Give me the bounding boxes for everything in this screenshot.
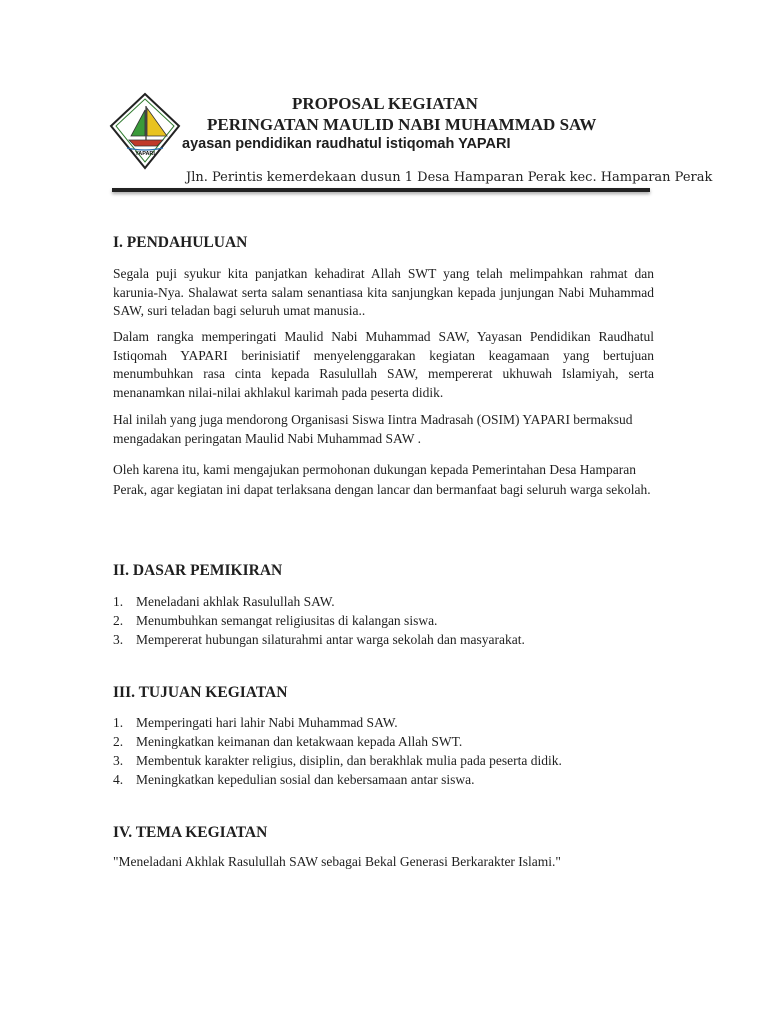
paragraph-3: Hal inilah yang juga mendorong Organisasi Siswa Iintra Madrasah (OSIM) YAPARI bermaksud mengadakan peringatan Maulid Nabi Muhammad SAW . (113, 412, 633, 446)
proposal-subtitle: PERINGATAN MAULID NABI MUHAMMAD SAW (207, 115, 597, 134)
list-item: 1. Meneladani akhlak Rasulullah SAW. (113, 594, 335, 609)
tujuan-list (113, 713, 562, 789)
section-title-tujuan: III. TUJUAN KEGIATAN (113, 684, 288, 701)
header-divider (112, 188, 650, 192)
paragraph-4: Oleh karena itu, kami mengajukan permohonan dukungan kepada Pemerintahan Desa Hamparan Perak, agar kegiatan ini dapat terlaksana dengan lancar dan bermanfaat bagi seluruh warga sekolah. (113, 462, 651, 497)
list-item: 4. Meningkatkan kepedulian sosial dan kebersamaan antar siswa. (113, 772, 475, 787)
tema-text: "Meneladani Akhlak Rasulullah SAW sebagai Bekal Generasi Berkarakter Islami." (113, 854, 561, 869)
section-title-pendahuluan: I. PENDAHULUAN (113, 234, 248, 251)
address-line: Jln. Perintis kemerdekaan dusun 1 Desa Hamparan Perak kec. Hamparan Perak (186, 170, 713, 185)
section-title-dasar: II. DASAR PEMIKIRAN (113, 562, 283, 579)
section-title-tema: IV. TEMA KEGIATAN (113, 824, 268, 841)
list-item: 1. Memperingati hari lahir Nabi Muhammad SAW. (113, 715, 398, 730)
list-item: 3. Membentuk karakter religius, disiplin, dan berakhlak mulia pada peserta didik. (113, 753, 562, 768)
paragraph-1: Segala puji syukur kita panjatkan kehadirat Allah SWT yang telah melimpahkan rahmat dan karunia-Nya. Shalawat serta salam senantiasa kita sanjungkan kepada junjungan Nabi Muhammad SAW, suri teladan bagi seluruh umat manusia.. (113, 266, 654, 318)
list-item: 2. Meningkatkan keimanan dan ketakwaan kepada Allah SWT. (113, 734, 463, 749)
paragraph-2: Dalam rangka memperingati Maulid Nabi Muhammad SAW, Yayasan Pendidikan Raudhatul Istiqomah YAPARI berinisiatif menyelenggarakan kegiatan keagamaan yang bertujuan menumbuhkan rasa cinta kepada Rasulullah SAW, mempererat ukhuwah Islamiyah, serta menanamkan nilai-nilai akhlakul karimah pada peserta didik. (113, 329, 654, 400)
list-item: 2. Menumbuhkan semangat religiusitas di kalangan siswa. (113, 613, 438, 628)
dasar-list (113, 592, 525, 649)
list-item: 3. Mempererat hubungan silaturahmi antar warga sekolah dan masyarakat. (113, 632, 525, 647)
proposal-title: PROPOSAL KEGIATAN (292, 94, 478, 113)
organization-name: ayasan pendidikan raudhatul istiqomah YAPARI (182, 136, 511, 152)
school-logo (109, 92, 181, 170)
logo-text: YAPARI (135, 151, 155, 157)
